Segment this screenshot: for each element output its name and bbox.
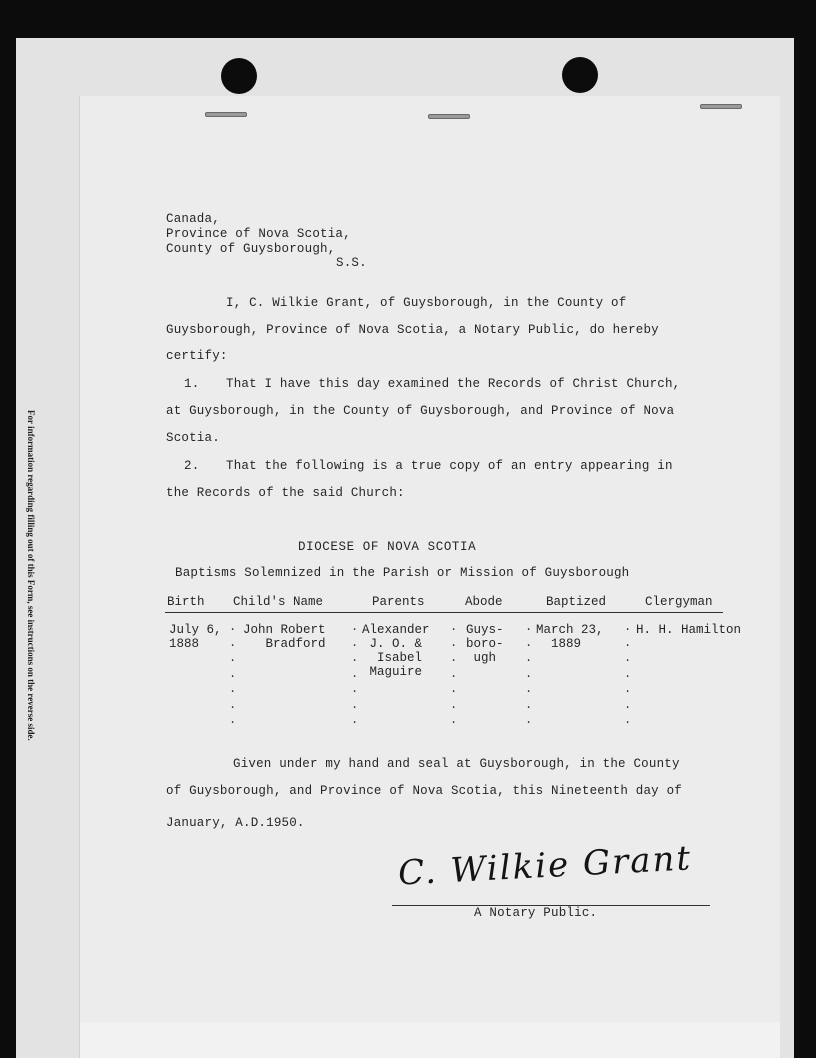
cell-abode: Guys- boro- ugh (466, 623, 504, 665)
body-line: the Records of the said Church: (166, 486, 405, 500)
bottom-paper-strip (80, 1022, 780, 1058)
closing-date: January, A.D.1950. (166, 816, 305, 830)
item-number: 2. (184, 459, 200, 473)
body-line: certify: (166, 349, 228, 363)
column-dot-leader: . . . . . . . (624, 620, 632, 727)
column-childs-name: Child's Name (233, 595, 324, 609)
cell-clergyman: H. H. Hamilton (636, 623, 742, 637)
column-dot-leader: . . . . . . . (525, 620, 533, 727)
punch-hole (221, 58, 257, 94)
body-line: Scotia. (166, 431, 220, 445)
column-clergyman: Clergyman (645, 595, 713, 609)
column-parents: Parents (372, 595, 425, 609)
side-instruction-note: For information regarding filling out of this Form, see instructions on the reverse side. (26, 410, 36, 741)
cell-parents: Alexander J. O. & Isabel Maguire (362, 623, 430, 679)
cell-baptized: March 23, 1889 (536, 623, 604, 651)
header-ss: S.S. (336, 256, 367, 270)
header-province: Province of Nova Scotia, (166, 227, 351, 241)
cell-birth: July 6, 1888 (169, 623, 222, 651)
register-title: DIOCESE OF NOVA SCOTIA (298, 540, 477, 554)
column-abode: Abode (465, 595, 503, 609)
body-line: That the following is a true copy of an entry appearing in (226, 459, 673, 473)
body-line: That I have this day examined the Records of Christ Church, (226, 377, 681, 391)
column-header-rule (165, 612, 723, 613)
column-dot-leader: . . . . . . . (229, 620, 237, 727)
register-subtitle: Baptisms Solemnized in the Parish or Mission of Guysborough (175, 566, 630, 580)
cell-child-name: John Robert Bradford (243, 623, 326, 651)
closing-line: of Guysborough, and Province of Nova Scotia, this Nineteenth day of (166, 784, 682, 798)
closing-line: Given under my hand and seal at Guysborough, in the County (233, 757, 680, 771)
column-dot-leader: . . . . . . . (351, 620, 359, 727)
body-line: Guysborough, Province of Nova Scotia, a Notary Public, do hereby (166, 323, 659, 337)
header-county: County of Guysborough, (166, 242, 336, 256)
header-country: Canada, (166, 212, 220, 226)
column-birth: Birth (167, 595, 205, 609)
punch-hole (562, 57, 598, 93)
handwritten-signature: C. Wilkie Grant (397, 838, 694, 894)
body-line: at Guysborough, in the County of Guysborough, and Province of Nova (166, 404, 675, 418)
column-baptized: Baptized (546, 595, 607, 609)
item-number: 1. (184, 377, 200, 391)
body-line: I, C. Wilkie Grant, of Guysborough, in the County of (226, 296, 627, 310)
staple (428, 114, 470, 119)
column-dot-leader: . . . . . . . (450, 620, 458, 727)
notary-title: A Notary Public. (474, 906, 598, 920)
staple (700, 104, 742, 109)
staple (205, 112, 247, 117)
